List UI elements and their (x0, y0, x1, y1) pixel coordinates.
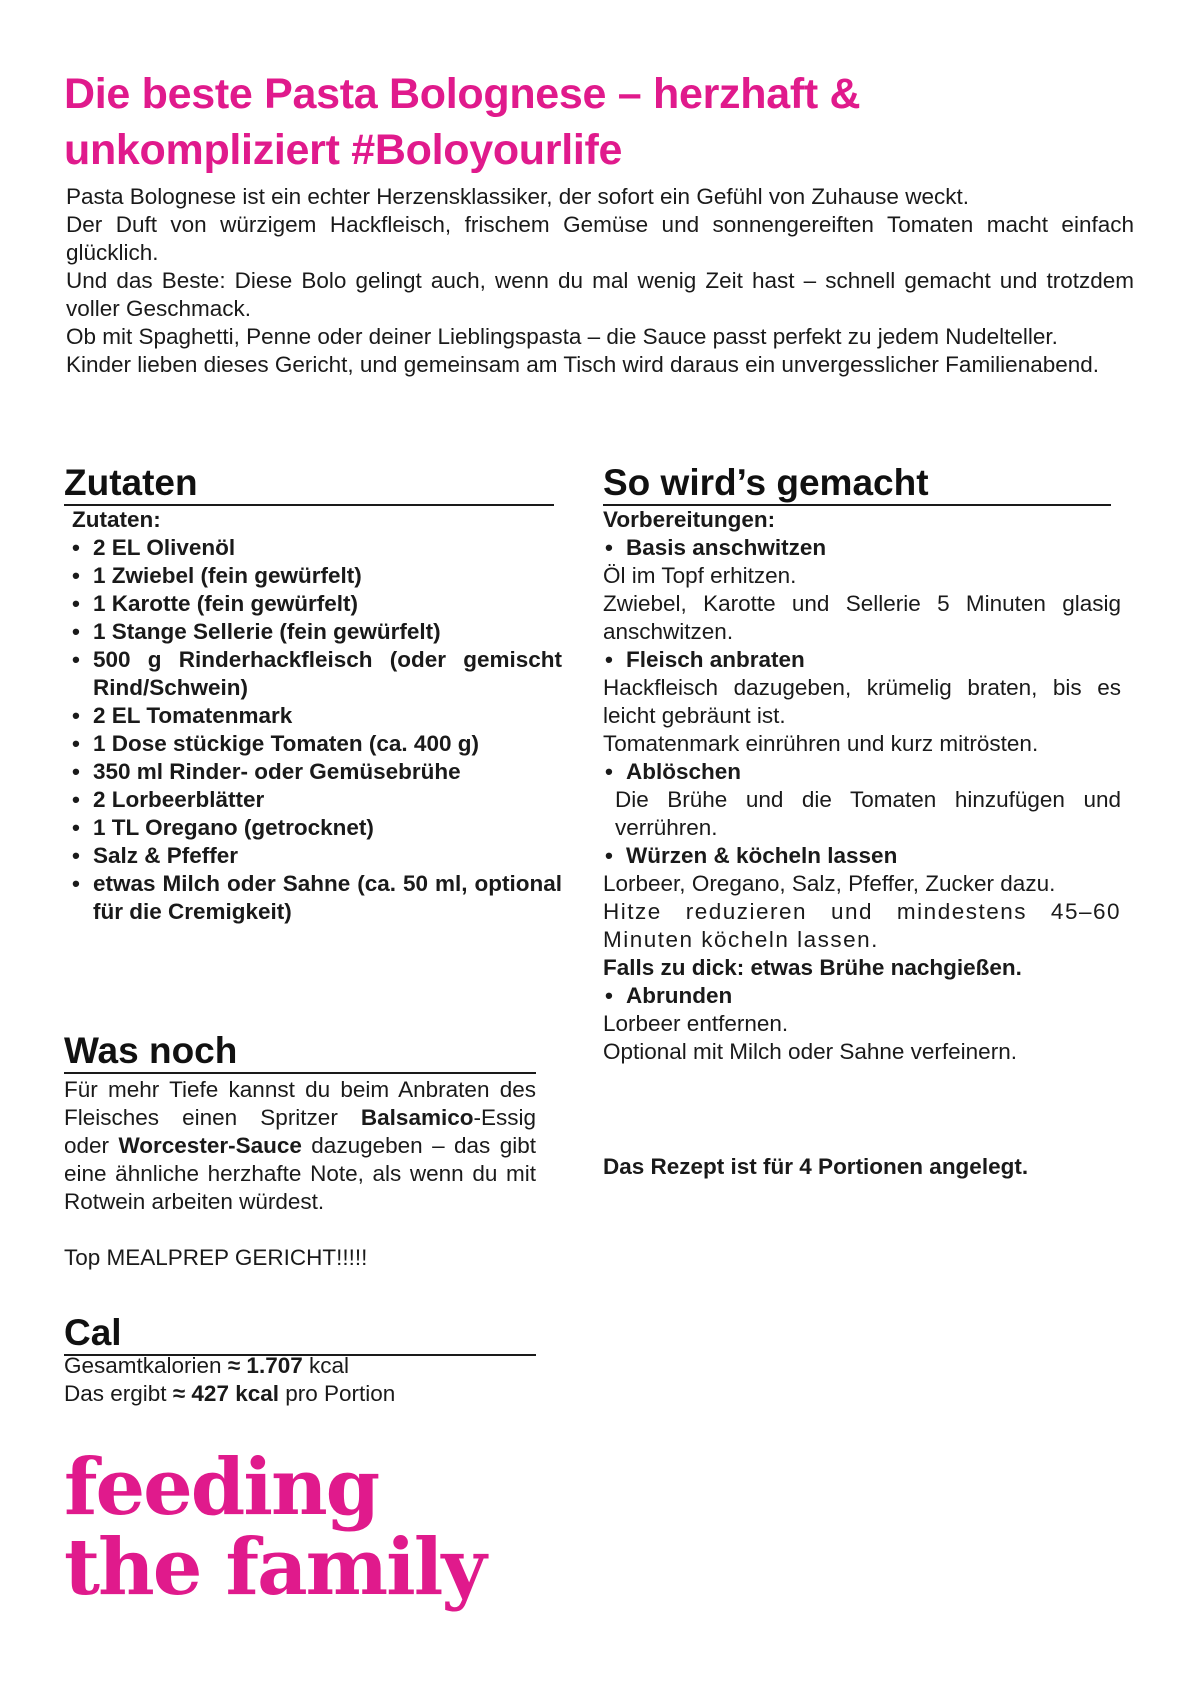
tips-text-part: dazugeben – das gibt eine ähnliche herzhafte Note, als wenn du mit Rotwein arbeiten würdest. (64, 1133, 536, 1214)
bullet-icon: • (605, 983, 613, 1008)
tips-heading: Was noch (64, 1030, 536, 1074)
ingredient-item: • 1 Stange Sellerie (fein gewürfelt) (72, 618, 562, 646)
tips-paragraph (64, 1076, 536, 1216)
step-text: Lorbeer, Oregano, Salz, Pfeffer, Zucker dazu. (603, 871, 1056, 896)
step-title-text: Ablöschen (626, 759, 742, 784)
bullet-icon: • (605, 535, 613, 560)
page-title (64, 66, 1124, 178)
ingredient-item: • etwas Milch oder Sahne (ca. 50 ml, optional für die Cremigkeit) (72, 870, 562, 926)
ingredient-item: • 350 ml Rinder- oder Gemüsebrühe (72, 758, 562, 786)
intro-paragraph: Und das Beste: Diese Bolo gelingt auch, wenn du mal wenig Zeit hast – schnell gemacht und trotzdem voller Geschmack. (66, 268, 1134, 321)
step-text: Hackfleisch dazugeben, krümelig braten, bis es leicht gebräunt ist. (603, 675, 1121, 728)
step-title-text: Würzen & köcheln lassen (626, 843, 898, 868)
step-title-text: Abrunden (626, 983, 733, 1008)
prep-label: Vorbereitungen: (603, 507, 776, 532)
calories-section (64, 1352, 536, 1408)
title-line-2: unkompliziert #Boloyourlife (64, 126, 623, 174)
intro-paragraph: Kinder lieben dieses Gericht, und gemeinsam am Tisch wird daraus ein unvergesslicher Familienabend. (66, 352, 1100, 377)
step-title (603, 842, 1121, 870)
ingredient-item: • 1 Dose stückige Tomaten (ca. 400 g) (72, 730, 562, 758)
step-text: Die Brühe und die Tomaten hinzufügen und verrühren. (615, 787, 1121, 840)
ingredient-item: • 500 g Rinderhackfleisch (oder gemischt Rind/Schwein) (72, 646, 562, 702)
tips-text-part: -Essig oder (64, 1105, 536, 1158)
step-title (603, 758, 1121, 786)
intro-text (66, 183, 1134, 379)
step-text: Öl im Topf erhitzen. (603, 563, 797, 588)
brand-logo (64, 1442, 485, 1613)
ingredient-item: • 1 Zwiebel (fein gewürfelt) (72, 562, 562, 590)
portions-note: Das Rezept ist für 4 Portionen angelegt. (603, 1154, 1029, 1179)
intro-paragraph: Ob mit Spaghetti, Penne oder deiner Lieblingspasta – die Sauce passt perfekt zu jedem Nudelteller. (66, 324, 1058, 349)
step-title (603, 646, 1121, 674)
bullet-icon: • (605, 759, 613, 784)
bullet-icon: • (605, 843, 613, 868)
bullet-icon: • (605, 647, 613, 672)
intro-paragraph: Der Duft von würzigem Hackfleisch, frischem Gemüse und sonnengereiften Tomaten macht einfach glücklich. (66, 212, 1134, 265)
step-title (603, 982, 1121, 1010)
tips-text-part: Für mehr Tiefe kannst du beim Anbraten des Fleisches einen Spritzer (64, 1077, 536, 1130)
step-text: Lorbeer entfernen. (603, 1011, 789, 1036)
intro-paragraph: Pasta Bolognese ist ein echter Herzensklassiker, der sofort ein Gefühl von Zuhause weckt. (66, 184, 969, 209)
calories-heading: Cal (64, 1312, 536, 1356)
ingredients-sublabel: Zutaten: (72, 507, 161, 532)
instructions-heading: So wird’s gemacht (603, 462, 1111, 506)
logo-line-1: feeding (64, 1442, 379, 1533)
title-line-1: Die beste Pasta Bolognese – herzhaft & (64, 70, 861, 118)
step-title-text: Fleisch anbraten (626, 647, 805, 672)
ingredient-item: • Salz & Pfeffer (72, 842, 562, 870)
total-calories (64, 1352, 536, 1380)
mealprep-note: Top MEALPREP GERICHT!!!!! (64, 1245, 368, 1270)
tips-bold-worcester: Worcester-Sauce (118, 1133, 302, 1158)
tips-text (64, 1076, 536, 1216)
step-title-text: Basis anschwitzen (626, 535, 827, 560)
portion-calories-value: ≈ 427 kcal (172, 1381, 279, 1406)
step-text: Optional mit Milch oder Sahne verfeinern. (603, 1039, 1017, 1064)
ingredient-item: • 1 TL Oregano (getrocknet) (72, 814, 562, 842)
tips-bold-balsamico: Balsamico (360, 1105, 474, 1130)
instructions-section (603, 506, 1121, 1066)
step-text: Tomatenmark einrühren und kurz mitrösten. (603, 731, 1039, 756)
total-calories-value: ≈ 1.707 (227, 1353, 303, 1378)
step-text: Zwiebel, Karotte und Sellerie 5 Minuten glasig anschwitzen. (603, 591, 1121, 644)
portion-calories (64, 1380, 536, 1408)
total-calories-unit: kcal (302, 1353, 349, 1378)
portion-calories-suffix: pro Portion (279, 1381, 396, 1406)
ingredients-heading: Zutaten (64, 462, 554, 506)
step-text: Falls zu dick: etwas Brühe nachgießen. (603, 955, 1022, 980)
ingredient-item: • 2 EL Olivenöl (72, 534, 562, 562)
step-text: Hitze reduzieren und mindestens 45–60 Minuten köcheln lassen. (603, 899, 1121, 952)
total-calories-label: Gesamtkalorien (64, 1353, 228, 1378)
ingredient-list (72, 534, 562, 926)
logo-line-2: the family (64, 1522, 485, 1613)
portion-calories-label: Das ergibt (64, 1381, 173, 1406)
step-title (603, 534, 1121, 562)
ingredients-section (72, 506, 562, 926)
ingredient-item: • 2 Lorbeerblätter (72, 786, 562, 814)
ingredient-item: • 1 Karotte (fein gewürfelt) (72, 590, 562, 618)
ingredient-item: • 2 EL Tomatenmark (72, 702, 562, 730)
